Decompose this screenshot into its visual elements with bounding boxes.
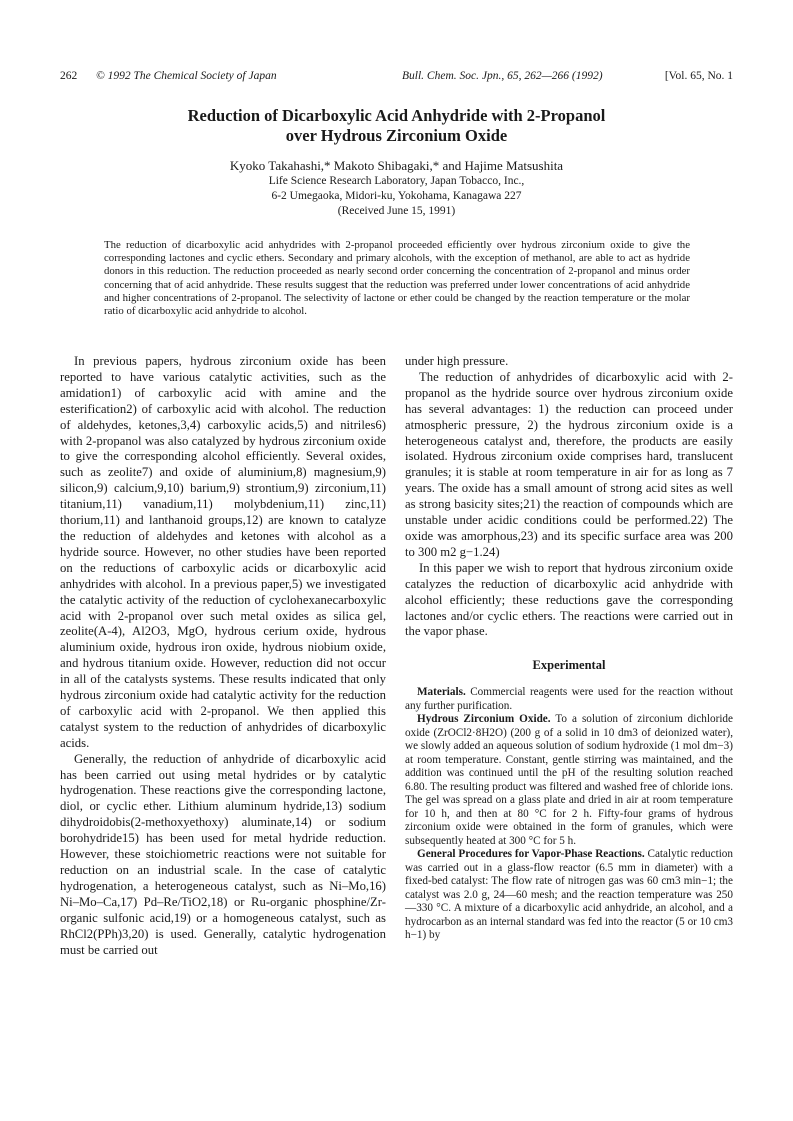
materials-paragraph xyxy=(405,686,733,713)
left-column xyxy=(60,354,386,958)
intro-continuation: under high pressure. xyxy=(405,354,509,368)
running-header xyxy=(60,70,733,88)
intro-paragraph-2: Generally, the reduction of anhydride of dicarboxylic acid has been carried out using metal hydrides or by catalytic hydrogenation. These reactions give the corresponding lactone, diol, or cyclic ether. Lithium aluminum hydride,13) sodium dihydroidobis(2-methoxyethoxy) aluminate,14) or sodium borohydride15) has been used for metal hydride reduction. However, these stoichiometric reactions were not suitable for reduction on an industrial scale. In the case of catalytic hydrogenation, a heterogeneous catalyst, such as Ni–Mo,16) Ni–Mo–Ca,17) Pd–Re/TiO2,18) or Ru-organic phosphine/Zr-organic sulfonic acid,19) or a homogeneous catalyst, such as RhCl2(PPh)3,20) is used. Generally, catalytic hydrogenation must be carried out xyxy=(60,751,386,957)
paper-title xyxy=(80,106,713,146)
copyright-notice: © 1992 The Chemical Society of Japan xyxy=(96,70,277,82)
intro-paragraph-1: In previous papers, hydrous zirconium oxide has been reported to have various catalytic activities, such as the amidation1) of carboxylic acid with amine and the esterification2) of carboxylic acid with alcohol. The reduction of aldehydes, ketones,3,4) carboxylic acids,5) and nitriles6) with 2-propanol was also catalyzed by hydrous zirconium oxide to give the corresponding alcohol efficiently. Several oxides, such as zeolite7) and oxide of aluminium,8) magnesium,9) silicon,9) calcium,9,10) barium,9) strontium,9) zirconium,11) titanium,11) vanadium,11) molybdenium,11) zinc,11) thorium,11) and lanthanoid groups,12) are known to catalyze the reduction of aldehydes and ketones with alcohol as a hydride source. However, no other studies have been reported on the reductions of carboxylic acids or dicarboxylic acid anhydrides with alcohol. In a previous paper,5) we investigated the catalytic activity of the reduction of cyclohexanecarboxylic acid with 2-propanol over such metal oxides as silica gel, zeolite(A-4), Al2O3, MgO, hydrous cerium oxide, hydrous aluminium oxide, hydrous iron oxide, hydrous niobium oxide, and hydrous titanium oxide. However, reduction did not occur in all of the catalysts systems. These results indicated that only hydrous zirconium oxide had catalytic activity for the reduction of carboxylic acid with 2-propanol. We then applied this catalyst system to the reduction of anhydrides of dicarboxylic acids. xyxy=(60,354,386,750)
experimental-section xyxy=(405,686,733,943)
hzo-heading: Hydrous Zirconium Oxide. xyxy=(417,713,551,726)
section-heading-experimental: Experimental xyxy=(532,658,606,673)
gp-text: Catalytic reduction was carried out in a glass-flow reactor (6.5 mm in diameter) with a fixed-bed catalyst: The flow rate of nitrogen gas was 60 cm3 min−1; the catalyst was 2.0 g, 24—60 mesh; and the reaction temperature was 250—330 °C. A mixture of a dicarboxylic acid anhydride, an alcohol, and a hydrocarbon as an internal standard was fed into the reactor (5 or 10 cm3 h−1) by xyxy=(405,848,733,942)
volume-issue: [Vol. 65, No. 1 xyxy=(664,70,733,82)
right-column xyxy=(405,354,733,943)
intro-paragraph-4: In this paper we wish to report that hydrous zirconium oxide catalyzes the reduction of dicarboxylic acid anhydride with alcohol efficiently; these reductions gave the corresponding lactones and/or cyclic ethers. The reactions were carried out in the vapor phase. xyxy=(405,560,733,639)
affiliation-line-2: 6-2 Umegaoka, Midori-ku, Yokohama, Kanagawa 227 xyxy=(271,190,522,202)
author-list: Kyoko Takahashi,* Makoto Shibagaki,* and Hajime Matsushita xyxy=(229,158,564,173)
page-number: 262 xyxy=(60,70,78,82)
journal-citation: Bull. Chem. Soc. Jpn., 65, 262—266 (1992) xyxy=(402,70,603,82)
received-date: (Received June 15, 1991) xyxy=(337,205,456,217)
affiliation-line-1: Life Science Research Laboratory, Japan Tobacco, Inc., xyxy=(268,175,525,187)
hzo-text: To a solution of zirconium dichloride oxide (ZrOCl2·8H2O) (200 g of a solid in 10 dm3 of deionized water), we slowly added an aqueous solution of sodium hydroxide (1 mol dm−3) at room temperature. Constant, gentle stirring was maintained, and the addition was continued until the pH of the resulting solution reached 6.80. The resulting product was filtered and washed free of chloride ions. The gel was spread on a glass plate and dried in air at room temperature for 10 h, and then at 80 °C for 2 h. Fifty-four grams of hydrous zirconium oxide were obtained in the form of granules, which were subsequently heated at 300 °C for 5 h. xyxy=(405,713,733,847)
title-line-2: over Hydrous Zirconium Oxide xyxy=(285,126,508,145)
abstract: The reduction of dicarboxylic acid anhydrides with 2-propanol proceeded efficiently over hydrous zirconium oxide to give the corresponding lactones and cyclic ethers. Secondary and primary alcohols, with the exception of methanol, are able to act as hydride donors in this reduction. The reduction proceeded as nearly second order concerning the concentration of 2-propanol and minus order concerning that of acid anhydride. These results suggest that the reduction was preferred under lower concentrations of acid anhydride and higher concentrations of 2-propanol. The selectivity of lactone or ether could be changed by the reaction temperature or the molar ratio of dicarboxylic acid anhydride to alcohol. xyxy=(104,239,690,318)
gp-heading: General Procedures for Vapor-Phase Reactions. xyxy=(417,848,645,861)
general-procedures-paragraph xyxy=(405,848,733,943)
intro-paragraph-3: The reduction of anhydrides of dicarboxylic acid with 2-propanol as the hydride source over hydrous zirconium oxide has several advantages: 1) the reduction can proceed under atmospheric pressure, 2) the hydrous zirconium oxide is a heterogeneous catalyst and, therefore, the products are easily isolated. Hydrous zirconium oxide comprises hard, translucent granules; it is stable at room temperature in air for as long as 7 years. The oxide has a small amount of strong acid sites as well as strong basicity sites;21) the reaction of compounds which are unstable under acidic conditions could be performed.22) The oxide was amorphous,23) and its specific surface area was 200 to 300 m2 g−1.24) xyxy=(405,369,733,559)
materials-text: Commercial reagents were used for the reaction without any further purification. xyxy=(405,686,733,712)
affiliation-block xyxy=(80,174,713,219)
materials-heading: Materials. xyxy=(417,686,466,699)
title-line-1: Reduction of Dicarboxylic Acid Anhydride with 2-Propanol xyxy=(187,106,606,125)
hydrous-zirconium-oxide-paragraph xyxy=(405,713,733,848)
